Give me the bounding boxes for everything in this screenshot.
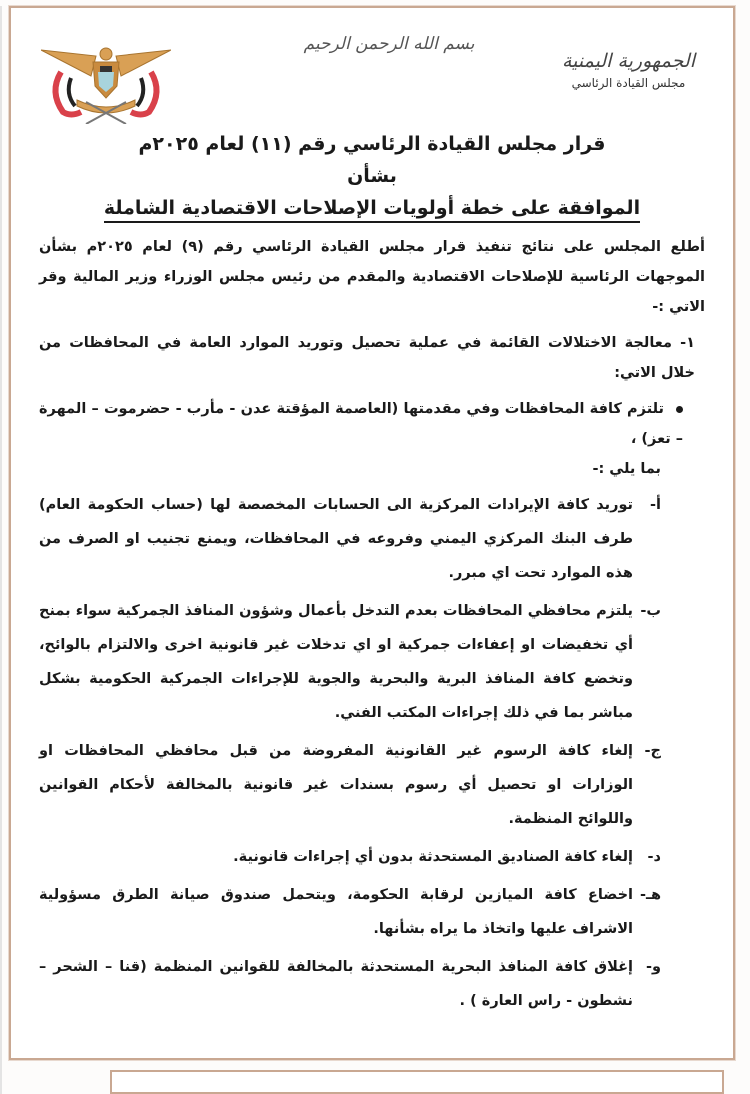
- document-header: [39, 32, 705, 128]
- basmala: بسم الله الرحمن الرحيم: [303, 34, 475, 54]
- list-item: [39, 734, 705, 836]
- item-text: توريد كافة الإيرادات المركزية الى الحسابات المخصصة لها (حساب الحكومة العام) طرف البنك المركزي اليمني وفروعه في المحافظات، ويمنع تجنيب او الصرف من هذه الموارد تحت اي مبرر.: [39, 497, 633, 581]
- document-frame: [9, 6, 735, 1060]
- page-edge: [0, 6, 2, 1094]
- decree-subject: [39, 192, 705, 224]
- item-label: و-: [645, 959, 661, 975]
- decree-regarding: بشأن: [347, 165, 397, 187]
- intro-paragraph: أطلع المجلس على نتائج تنفيذ قرار مجلس القيادة الرئاسي رقم (٩) لعام ٢٠٢٥م بشأن الموجهات الرئاسية للإصلاحات الاقتصادية والمقدم من رئيس مجلس الوزراء وزير المالية وقر الاتي :-: [39, 239, 705, 315]
- republic-name: الجمهورية اليمنية: [561, 50, 695, 72]
- list-item: [39, 840, 705, 874]
- bullet-line: [39, 394, 705, 454]
- item-label: د-: [647, 849, 661, 865]
- item-text: يلتزم محافظي المحافظات بعدم التدخل بأعمال وشؤون المنافذ الجمركية سواء بمنح أي تخفيضات او إعفاءات جمركية او اي تدخلات غير قانونية اخرى والالتزام بالوائح، وتخضع كافة المنافذ البرية والبحرية والجوية للإجراءات الجمركية الحكومية بشكل مباشر بما في ذلك إجراءات المكتب الفني.: [39, 603, 633, 721]
- point-1: ١- معالجة الاختلالات القائمة في عملية تحصيل وتوريد الموارد العامة في المحافظات من خلال الاتي:: [39, 335, 695, 381]
- item-label: ب-: [640, 603, 661, 619]
- letterhead: [562, 50, 695, 90]
- item-text: إغلاق كافة المنافذ البحرية المستحدثة بالمخالفة للقوانين المنظمة (قنا – الشحر – نشطون - راس العارة ) .: [39, 959, 633, 1009]
- item-label: هـ-: [639, 887, 661, 903]
- bullet-continuation: بما يلي :-: [592, 461, 661, 477]
- decree-title: قرار مجلس القيادة الرئاسي رقم (١١) لعام ٢٠٢٥م: [138, 133, 606, 155]
- item-text: إلغاء كافة الصناديق المستحدثة بدون أي إجراءات قانونية.: [233, 849, 633, 865]
- next-page-frame: [110, 1070, 724, 1094]
- council-name: مجلس القيادة الرئاسي: [571, 76, 686, 90]
- list-item: [39, 594, 705, 730]
- list-item: [39, 878, 705, 946]
- item-label: ج-: [644, 743, 661, 759]
- bullet-text: تلتزم كافة المحافظات وفي مقدمتها (العاصمة المؤقتة عدن - مأرب - حضرموت – المهرة – تعز) ،: [39, 401, 683, 447]
- item-text: اخضاع كافة الميازين لرقابة الحكومة، ويتحمل صندوق صيانة الطرق مسؤولية الاشراف عليها واتخاذ ما يراه بشأنها.: [39, 887, 633, 937]
- decree-subject-text: الموافقة على خطة أولويات الإصلاحات الاقتصادية الشاملة: [104, 197, 640, 223]
- yemen-emblem-icon: [41, 42, 171, 124]
- item-label: أ-: [650, 497, 661, 513]
- list-item: [39, 488, 705, 590]
- item-text: إلغاء كافة الرسوم غير القانونية المفروضة من قبل محافظي المحافظات او الوزارات او تحصيل أي رسوم بسندات غير قانونية بالمخالفة لأحكام القوانين واللوائح المنظمة.: [39, 743, 633, 827]
- list-item: [39, 950, 705, 1018]
- bullet-icon: [676, 406, 683, 413]
